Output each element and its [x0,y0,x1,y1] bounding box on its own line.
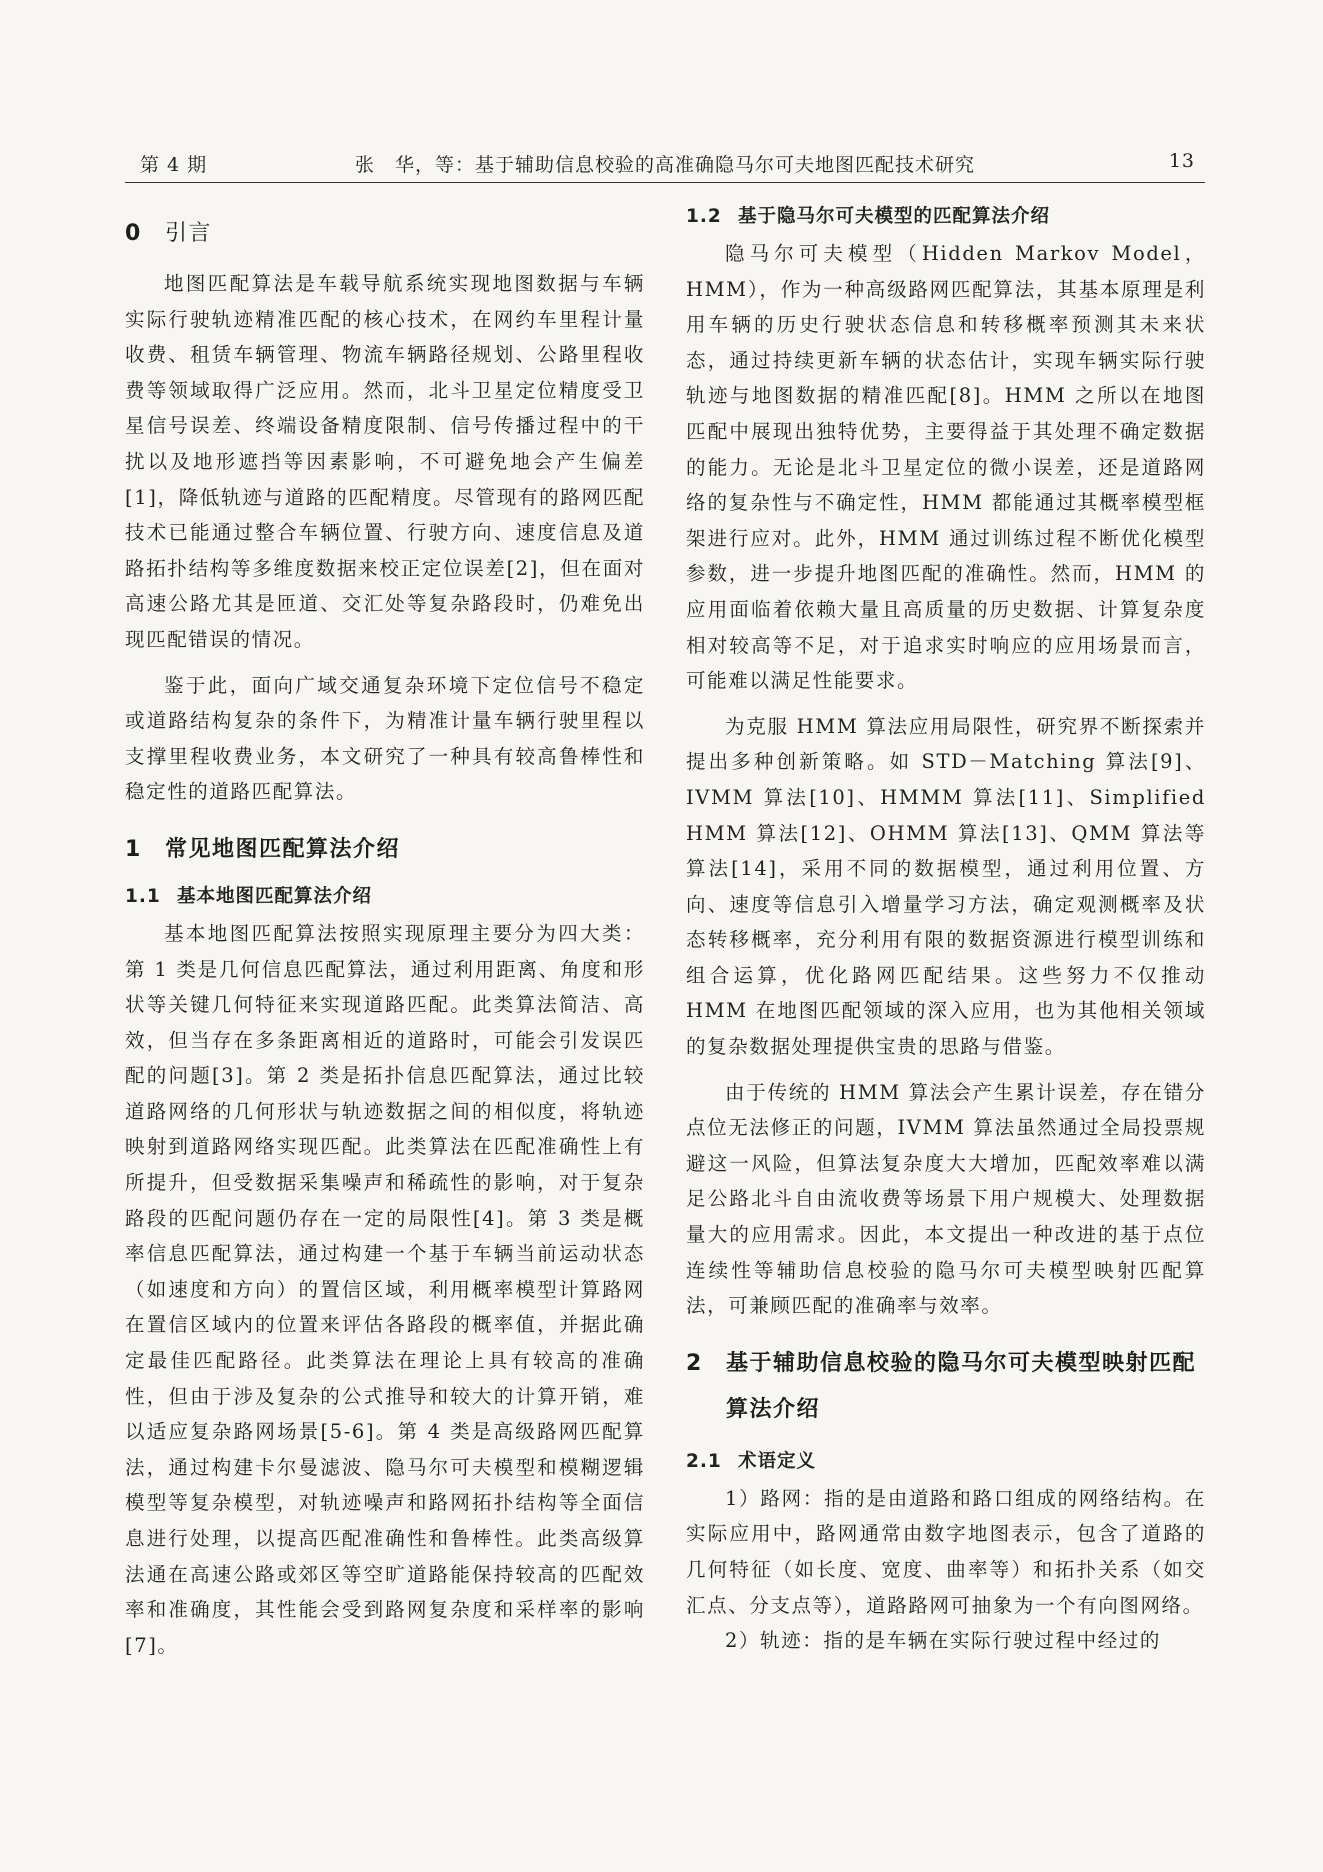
header-rule [125,182,1205,183]
running-header [125,146,1205,178]
subsection-number: 1.1 [125,885,161,907]
page-number: 13 [1168,150,1195,172]
paragraph: 基本地图匹配算法按照实现原理主要分为四大类：第 1 类是几何信息匹配算法，通过利用距离、角度和形状等关键几何特征来实现道路匹配。此类算法简洁、高效，但当存在多条距离相近的道路时，可能会引发误匹配的问题[3]。第 2 类是拓扑信息匹配算法，通过比较道路网络的几何形状与轨迹数据之间的相似度，将轨迹映射到道路网络实现匹配。此类算法在匹配准确性上有所提升，但受数据采集噪声和稀疏性的影响，对于复杂路段的匹配问题仍存在一定的局限性[4]。第 3 类是概率信息匹配算法，通过构建一个基于车辆当前运动状态（如速度和方向）的置信区域，利用概率模型计算路网在置信区域内的位置来评估各路段的概率值，并据此确定最佳匹配路径。此类算法在理论上具有较高的准确性，但由于涉及复杂的公式推导和较大的计算开销，难以适应复杂路网场景[5-6]。第 4 类是高级路网匹配算法，通过构建卡尔曼滤波、隐马尔可夫模型和模糊逻辑模型等复杂模型，对轨迹噪声和路网拓扑结构等全面信息进行处理，以提高匹配准确性和鲁棒性。此类高级算法通在高速公路或郊区等空旷道路能保持较高的匹配效率和准确度，其性能会受到路网复杂度和采样率的影响[7]。 [125,921,645,1657]
right-column [686,198,1206,1659]
section-1-heading [125,832,645,868]
running-title: 张 华，等：基于辅助信息校验的高准确隐马尔可夫地图匹配技术研究 [354,154,975,176]
paragraph: 由于传统的 HMM 算法会产生累计误差，存在错分点位无法修正的问题，IVMM 算法虽然通过全局投票规避这一风险，但算法复杂度大大增加，匹配效率难以满足公路北斗自由流收费等场景下用户规模大、处理数据量大的应用需求。因此，本文提出一种改进的基于点位连续性等辅助信息校验的隐马尔可夫模型映射匹配算法，可兼顾匹配的准确率与效率。 [686,1080,1206,1318]
subsection-title: 基于隐马尔可夫模型的匹配算法介绍 [738,206,1051,227]
left-column [125,198,645,1663]
paragraph: 2）轨迹：指的是车辆在实际行驶过程中经过的 [725,1629,1162,1653]
subsection-2-1-heading [686,1447,1206,1477]
paragraph: 鉴于此，面向广域交通复杂环境下定位信号不稳定或道路结构复杂的条件下，为精准计量车辆行驶里程以支撑里程收费业务，本文研究了一种具有较高鲁棒性和稳定性的道路匹配算法。 [125,673,645,804]
subsection-1-1-heading [125,882,645,912]
section-title: 基于辅助信息校验的隐马尔可夫模型映射匹配算法介绍 [726,1350,1197,1422]
issue-number: 第 4 期 [140,154,208,176]
section-title: 引言 [165,221,213,246]
section-2-heading [686,1346,1206,1433]
section-number: 2 [686,1350,703,1376]
section-title: 常见地图匹配算法介绍 [165,836,401,862]
subsection-1-2-heading [686,202,1206,232]
section-number: 0 [125,221,142,246]
section-0-heading [125,216,645,252]
paragraph: 隐马尔可夫模型（Hidden Markov Model，HMM），作为一种高级路网匹配算法，其基本原理是利用车辆的历史行驶状态信息和转移概率预测其未来状态，通过持续更新车辆的状态估计，实现车辆实际行驶轨迹与地图数据的精准匹配[8]。HMM 之所以在地图匹配中展现出独特优势，主要得益于其处理不确定数据的能力。无论是北斗卫星定位的微小误差，还是道路网络的复杂性与不确定性，HMM 都能通过其概率模型框架进行应对。此外，HMM 通过训练过程不断优化模型参数，进一步提升地图匹配的准确性。然而，HMM 的应用面临着依赖大量且高质量的历史数据、计算复杂度相对较高等不足，对于追求实时响应的应用场景而言，可能难以满足性能要求。 [686,242,1206,693]
subsection-title: 术语定义 [738,1450,817,1472]
subsection-title: 基本地图匹配算法介绍 [177,885,373,907]
paragraph: 1）路网：指的是由道路和路口组成的网络结构。在实际应用中，路网通常由数字地图表示，包含了道路的几何特征（如长度、宽度、曲率等）和拓扑关系（如交汇点、分支点等），道路路网可抽象为一个有向图网络。 [686,1486,1206,1617]
subsection-number: 1.2 [686,206,722,227]
subsection-number: 2.1 [686,1450,722,1472]
paragraph: 为克服 HMM 算法应用局限性，研究界不断探索并提出多种创新策略。如 STD－Matching 算法[9]、IVMM 算法[10]、HMMM 算法[11]、Simplified HMM 算法[12]、OHMM 算法[13]、QMM 算法等算法[14]，采用不同的数据模型，通过利用位置、方向、速度等信息引入增量学习方法，确定观测概率及状态转移概率，充分利用有限的数据资源进行模型训练和组合运算，优化路网匹配结果。这些努力不仅推动 HMM 在地图匹配领域的深入应用，也为其他相关领域的复杂数据处理提供宝贵的思路与借鉴。 [686,714,1206,1059]
section-number: 1 [125,836,142,862]
paragraph: 地图匹配算法是车载导航系统实现地图数据与车辆实际行驶轨迹精准匹配的核心技术，在网约车里程计量收费、租赁车辆管理、物流车辆路径规划、公路里程收费等领域取得广泛应用。然而，北斗卫星定位精度受卫星信号误差、终端设备精度限制、信号传播过程中的干扰以及地形遮挡等因素影响，不可避免地会产生偏差[1]，降低轨迹与道路的匹配精度。尽管现有的路网匹配技术已能通过整合车辆位置、行驶方向、速度信息及道路拓扑结构等多维度数据来校正定位误差[2]，但在面对高速公路尤其是匝道、交汇处等复杂路段时，仍难免出现匹配错误的情况。 [125,272,645,651]
